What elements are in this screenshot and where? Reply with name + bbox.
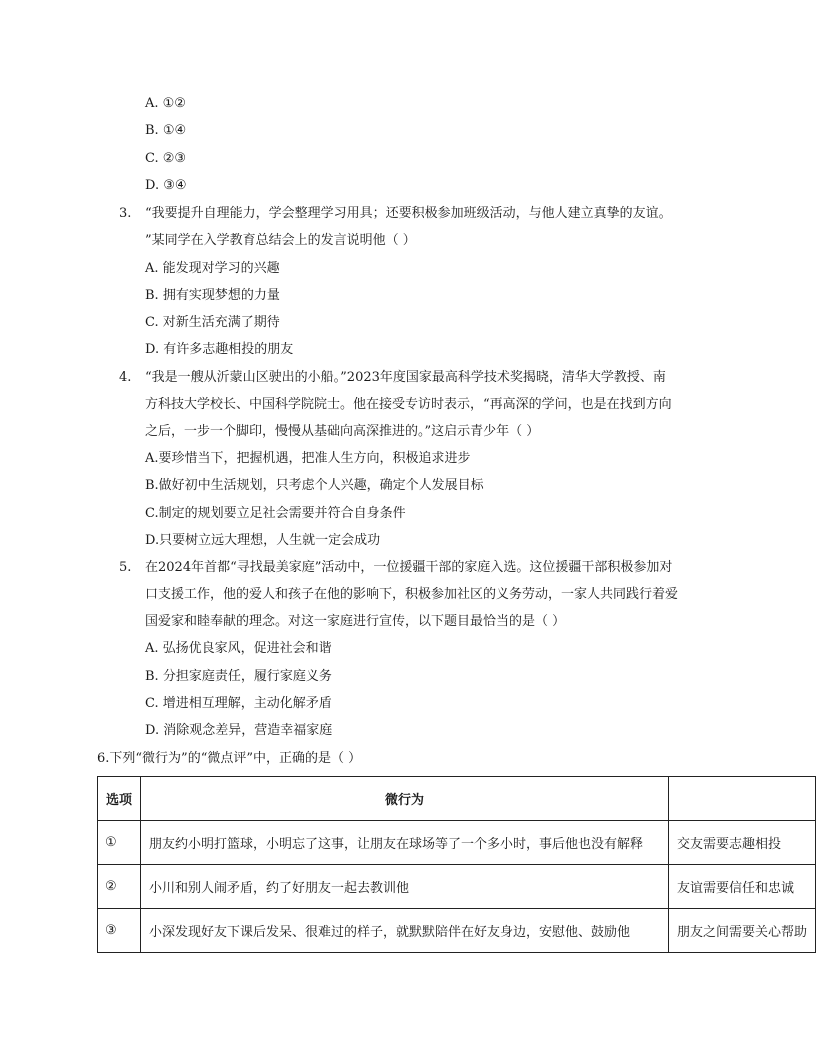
q3-option-a: A. 能发现对学习的兴趣 [145, 261, 280, 276]
q3-option-b: B. 拥有实现梦想的力量 [145, 288, 280, 303]
q5-stem-line3: 国爱家和睦奉献的理念。对这一家庭进行宣传，以下题目最恰当的是（ ） [145, 614, 566, 629]
q3-number: 3. [119, 206, 132, 221]
q2-option-c: C. ②③ [145, 151, 187, 166]
table-header-behavior: 微行为 [141, 777, 669, 821]
q4-stem-line3: 之后，一步一个脚印，慢慢从基础向高深推进的。”这启示青少年（ ） [145, 424, 540, 439]
table-header-comment [668, 777, 815, 821]
table-row [98, 821, 816, 865]
table-header-row [98, 777, 816, 821]
q4-option-d: D.只要树立远大理想，人生就一定会成功 [145, 533, 381, 548]
q4-option-a: A.要珍惜当下，把握机遇，把准人生方向，积极追求进步 [145, 451, 471, 466]
q5-option-c: C. 增进相互理解，主动化解矛盾 [145, 696, 332, 711]
q6-stem: 6.下列“微行为”的“微点评”中，正确的是（ ） [97, 751, 362, 766]
table-cell-option: ③ [98, 909, 141, 953]
q4-stem-line2: 方科技大学校长、中国科学院院士。他在接受专访时表示，“再高深的学问，也是在找到方向 [145, 397, 672, 412]
q4-option-b: B.做好初中生活规划，只考虑个人兴趣，确定个人发展目标 [145, 478, 484, 493]
q2-option-d: D. ③④ [145, 178, 187, 193]
q2-option-a: A. ①② [145, 96, 186, 111]
table-cell-comment: 友谊需要信任和忠诚 [668, 865, 815, 909]
q6-table [97, 776, 816, 953]
q5-option-a: A. 弘扬优良家风，促进社会和谐 [145, 641, 332, 656]
q5-stem-line2: 口支援工作，他的爱人和孩子在他的影响下，积极参加社区的义务劳动，一家人共同践行着爱 [145, 587, 679, 602]
table-cell-option: ② [98, 865, 141, 909]
q3-stem-line1: “我要提升自理能力，学会整理学习用具；还要积极参加班级活动，与他人建立真挚的友谊。 [145, 206, 672, 221]
table-header-option: 选项 [98, 777, 141, 821]
table-row [98, 865, 816, 909]
table-cell-behavior: 朋友约小明打篮球，小明忘了这事，让朋友在球场等了一个多小时，事后他也没有解释 [141, 821, 669, 865]
q5-option-b: B. 分担家庭责任，履行家庭义务 [145, 669, 332, 684]
table-cell-option: ① [98, 821, 141, 865]
q4-option-c: C.制定的规划要立足社会需要并符合自身条件 [145, 506, 406, 521]
table-cell-comment: 交友需要志趣相投 [668, 821, 815, 865]
table-cell-comment: 朋友之间需要关心帮助 [668, 909, 815, 953]
q3-option-c: C. 对新生活充满了期待 [145, 315, 280, 330]
q5-stem-line1: 在2024年首都“寻找最美家庭”活动中，一位援疆干部的家庭入选。这位援疆干部积极参加对 [145, 560, 673, 575]
q5-number: 5. [119, 560, 132, 575]
table-cell-behavior: 小深发现好友下课后发呆、很难过的样子，就默默陪伴在好友身边，安慰他、鼓励他 [141, 909, 669, 953]
q2-option-b: B. ①④ [145, 123, 187, 138]
q3-option-d: D. 有许多志趣相投的朋友 [145, 342, 294, 357]
q5-option-d: D. 消除观念差异，营造幸福家庭 [145, 723, 333, 738]
q3-stem-line2: ”某同学在入学教育总结会上的发言说明他（ ） [145, 233, 416, 248]
table-cell-behavior: 小川和别人闹矛盾，约了好朋友一起去教训他 [141, 865, 669, 909]
q4-stem-line1: “我是一艘从沂蒙山区驶出的小船。”2023年度国家最高科学技术奖揭晓，清华大学教授、南 [145, 370, 666, 385]
q4-number: 4. [119, 370, 132, 385]
table-row [98, 909, 816, 953]
